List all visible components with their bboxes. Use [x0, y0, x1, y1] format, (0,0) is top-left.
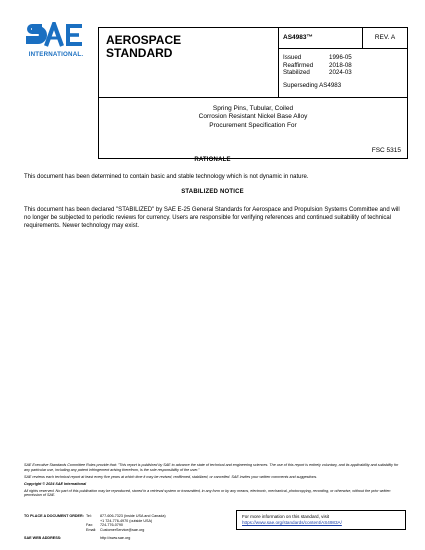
date-row-reaffirmed	[283, 62, 403, 70]
sae-logo	[22, 22, 90, 64]
tel-inside: 877-606-7323 (inside USA and Canada)	[100, 514, 166, 518]
doc-number: AS4983™	[279, 28, 363, 48]
fax-number: 724-776-0790	[100, 523, 123, 528]
date-row-issued	[283, 54, 403, 62]
date-label: Issued	[283, 54, 302, 61]
rationale-text: This document has been determined to contain basic and stable technology which is not dynamic in nature.	[24, 174, 309, 180]
fax-key: Fax:	[86, 523, 94, 528]
rationale-heading: RATIONALE	[194, 157, 231, 163]
dates-block	[279, 49, 407, 89]
order-label: TO PLACE A DOCUMENT ORDER:	[24, 514, 84, 518]
footer-review-note: SAE reviews each technical report at least every five years at which time it may be revised, reaffirmed, stabilized, or cancelled. SAE invites your written comments and suggestions.	[24, 474, 318, 479]
copyright: Copyright © 2024 SAE International	[24, 481, 87, 486]
legal-footer	[24, 463, 405, 500]
stabilized-notice-heading: STABILIZED NOTICE	[181, 189, 244, 195]
sae-logo-mark	[26, 22, 84, 48]
date-row-stabilized	[283, 69, 403, 77]
web-address-link[interactable]: http://www.sae.org	[100, 536, 131, 541]
date-label: Stabilized	[283, 69, 310, 77]
date-value: 2018-08	[329, 61, 352, 69]
logo-tagline: INTERNATIONAL.	[28, 51, 84, 58]
document-subject	[99, 98, 407, 158]
more-info-text: For more information on this standard, visit	[242, 514, 330, 519]
subject-line-3: Procurement Specification For	[209, 121, 297, 129]
tel-outside: +1 724-776-4970 (outside USA)	[100, 518, 153, 523]
date-value: 1996-05	[329, 54, 352, 61]
fsc-code: FSC 5315	[371, 147, 401, 154]
revision: REV. A	[374, 34, 396, 41]
standard-page-link[interactable]: https://www.sae.org/standards/content/AS4983A/	[242, 520, 342, 525]
header-meta	[279, 28, 407, 97]
stabilized-notice-text: This document has been declared "STABILIZED" by SAE E-25 General Standards for Aerospace and Propulsion Systems Committee and will no longer be subjected to periodic reviews for currency. Users are responsible for verifying references and continued suitability of technical requirements. Newer technology may exist.	[24, 207, 400, 230]
title-line-1: AEROSPACE	[106, 33, 182, 47]
footer-rights-note: All rights reserved. No part of this publication may be reproduced, stored in a retrieval system or transmitted, in any form or by any means, electronic, mechanical, photocopying, recording, or otherwise, without the prior written permission of SAE.	[24, 488, 391, 498]
subject-line-1: Spring Pins, Tubular, Coiled	[212, 105, 294, 112]
document-type-title	[99, 28, 279, 97]
order-contact-block	[24, 514, 234, 541]
superseding-note: Superseding AS4983	[283, 81, 342, 89]
header-top-row	[99, 28, 407, 98]
doc-number-row	[279, 28, 407, 49]
document-header-box	[98, 27, 408, 159]
web-label: SAE WEB ADDRESS:	[24, 536, 62, 541]
footer-rules-note: SAE Executive Standards Committee Rules provide that: "This report is published by SAE to advance the state of technical and engineering sciences. The use of this report is entirely voluntary, and its applicability and suitability for any particular use, including any patent infringement arising therefrom, is the sole responsibility of the user."	[24, 463, 399, 472]
more-info-box	[236, 510, 406, 530]
tel-key: Tel:	[86, 514, 92, 518]
subject-line-2: Corrosion Resistant Nickel Base Alloy	[198, 113, 308, 121]
email-address[interactable]: CustomerService@sae.org	[100, 527, 145, 532]
email-key: Email:	[86, 527, 97, 532]
date-value: 2024-03	[329, 69, 352, 77]
title-line-2: STANDARD	[106, 46, 173, 60]
date-label: Reaffirmed	[283, 61, 314, 69]
